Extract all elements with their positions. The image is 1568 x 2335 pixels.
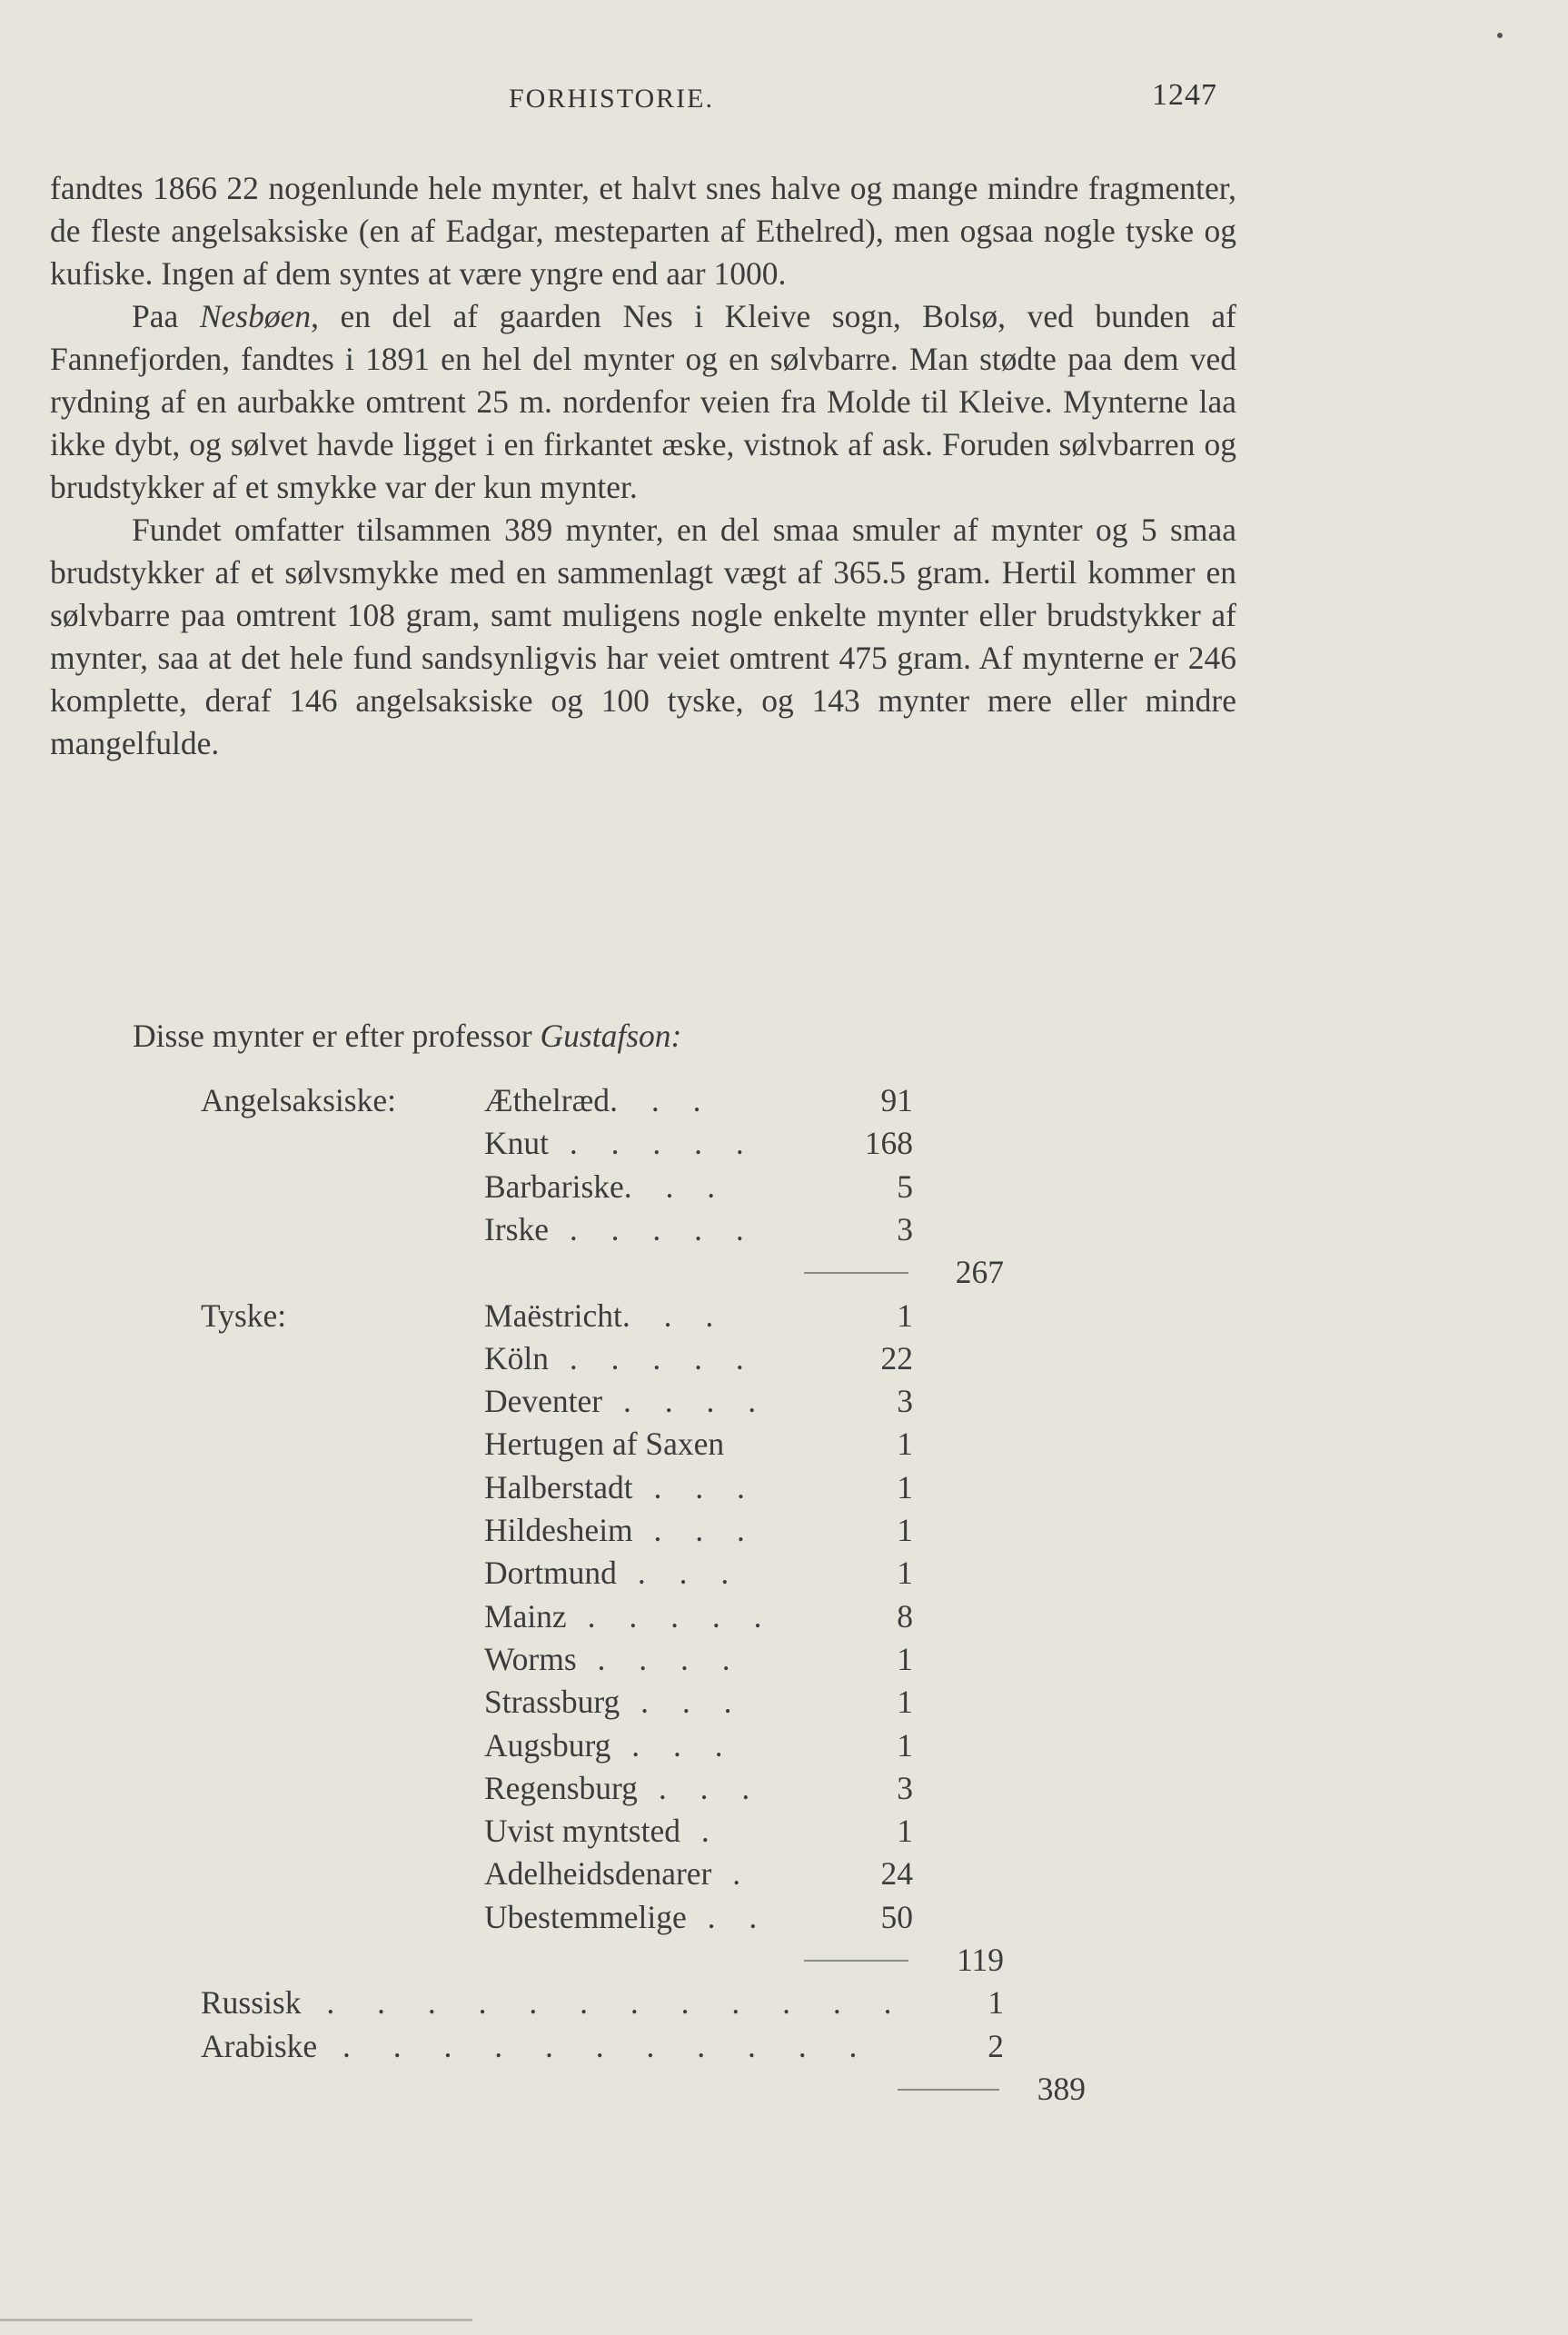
subtotal-anglo: 267 xyxy=(955,1254,1004,1291)
dot-leader: . . . . . xyxy=(548,1210,757,1247)
russian-label xyxy=(201,1982,982,2024)
paragraph-3: Fundet omfatter tilsammen 389 mynter, en del smaa smuler af mynter og 5 smaa brudstykker af et sølvsmykke med en sammenlagt vægt af 365.5 gram. Hertil kommer en sølvbarre paa omtrent 108 gram, samt muligens nogle enkelte mynter eller brudstykker af mynter, saa at det hele fund sandsynligvis har veiet omtrent 475 gram. Af mynterne er 246 komplette, deraf 146 angelsaksiske og 100 tyske, og 143 mynter mere eller mindre mangelfulde. xyxy=(50,512,1236,761)
table-intro xyxy=(133,1015,681,1058)
dot-leader: . . . . xyxy=(602,1383,769,1420)
coin-count: 1 xyxy=(897,1726,913,1764)
table-row xyxy=(0,1208,1181,1251)
coin-count: 3 xyxy=(897,1210,913,1247)
dot-leader: . . . xyxy=(621,1297,727,1334)
dot-leader: . . . . . xyxy=(549,1339,757,1376)
coin-name-text: Ubestemmelige xyxy=(484,1898,687,1935)
coin-name-text: Hildesheim xyxy=(484,1512,633,1548)
dot-leader: . . . xyxy=(610,1726,736,1764)
coin-count: 3 xyxy=(897,1383,913,1420)
coin-count: 91 xyxy=(880,1082,913,1118)
arabic-label xyxy=(201,2025,982,2068)
coin-name-text: Dortmund xyxy=(484,1555,617,1592)
arabic-label-text: Arabiske xyxy=(201,2027,318,2064)
coin-count: 1 xyxy=(897,1512,913,1548)
table-row xyxy=(0,1466,1181,1509)
coin-count: 1 xyxy=(897,1297,913,1334)
coin-count: 168 xyxy=(864,1125,913,1162)
subtotal-row xyxy=(0,2068,1181,2111)
subtotal-row xyxy=(0,1251,1181,1294)
coin-name-text: Adelheidsdenarer xyxy=(484,1855,712,1893)
dot-leader: . . . . xyxy=(576,1640,743,1677)
dot-leader: . . . . . xyxy=(549,1125,757,1162)
subtotal-row xyxy=(0,1939,1181,1982)
place-name-nesboen: Nesbøen xyxy=(199,298,312,334)
arabic-row xyxy=(0,2025,1181,2068)
table-row xyxy=(0,1681,1181,1724)
table-row xyxy=(0,1638,1181,1681)
coin-name-text: Deventer xyxy=(484,1383,603,1420)
coin-name-text: Köln xyxy=(484,1339,549,1376)
grand-total: 389 xyxy=(1037,2070,1086,2107)
dot-leader: . . . . . . . . . . . . xyxy=(301,1984,909,2022)
russian-row xyxy=(0,1982,1181,2024)
dot-leader: . . . xyxy=(610,1082,714,1118)
author-name: Gustafson: xyxy=(540,1018,682,1054)
coin-name-text: Æthelræd xyxy=(484,1082,610,1118)
dot-leader: . . . xyxy=(623,1168,729,1205)
coin-count: 50 xyxy=(880,1898,913,1935)
coin-name-text: Barbariske xyxy=(484,1168,624,1205)
coin-name-text: Regensburg xyxy=(484,1769,638,1806)
table-row xyxy=(0,1595,1181,1638)
dot-leader: . . . xyxy=(632,1468,758,1505)
table-row xyxy=(0,1122,1181,1165)
table-row xyxy=(0,1380,1181,1423)
coin-count: 1 xyxy=(897,1468,913,1505)
coin-name-text: Strassburg xyxy=(484,1684,620,1721)
table-row xyxy=(0,1337,1181,1380)
scan-edge-line xyxy=(0,2319,472,2321)
coin-name-text: Hertugen af Saxen xyxy=(484,1426,725,1463)
coin-count: 1 xyxy=(897,1426,913,1463)
dot-leader: . . . xyxy=(637,1769,763,1806)
coin-name-text: Uvist myntsted xyxy=(484,1813,680,1850)
coin-name-text: Halberstadt xyxy=(484,1468,633,1505)
paragraph-2-rest: , en del af gaarden Nes i Kleive sogn, Bolsø, ved bunden af Fannefjorden, fandtes i 1891 en hel del mynter og en sølvbarre. Man stødte paa dem ved rydning af en aurbakke omtrent 25 m. nordenfor veien fra Molde til Kleive. Mynterne laa ikke dybt, og sølvet havde ligget i en firkantet æske, vistnok af ask. Foruden sølvbarren og brudstykker af et smykke var der kun mynter. xyxy=(50,298,1236,505)
coin-count: 1 xyxy=(897,1640,913,1677)
dot-leader: . . . xyxy=(632,1512,758,1548)
ink-speck xyxy=(1497,33,1503,38)
group-label-anglo: Angelsaksiske: xyxy=(201,1082,396,1118)
paragraph-2 xyxy=(50,295,1236,509)
table-row xyxy=(0,1295,1181,1337)
coin-count: 22 xyxy=(880,1339,913,1376)
dot-leader: . . xyxy=(686,1898,770,1935)
coin-name-text: Irske xyxy=(484,1210,549,1247)
coin-name-text: Knut xyxy=(484,1125,549,1162)
russian-label-text: Russisk xyxy=(201,1984,302,2022)
table-row xyxy=(0,1079,1181,1122)
coin-name-text: Worms xyxy=(484,1640,577,1677)
coin-count: 3 xyxy=(897,1769,913,1806)
table-row xyxy=(0,1767,1181,1810)
coin-count: 24 xyxy=(880,1855,913,1893)
coin-count: 5 xyxy=(897,1168,913,1205)
table-row xyxy=(0,1853,1181,1895)
subtotal-german: 119 xyxy=(957,1942,1004,1978)
table-row xyxy=(0,1896,1181,1939)
coin-name-text: Mainz xyxy=(484,1597,567,1634)
paragraph-1: fandtes 1866 22 nogenlunde hele mynter, et halvt snes halve og mange mindre fragmenter, de fleste angelsaksiske (en af Eadgar, mesteparten af Ethelred), men ogsaa nogle tyske og kufiske. Ingen af dem syntes at være yngre end aar 1000. xyxy=(50,170,1236,292)
coin-count: 1 xyxy=(897,1555,913,1592)
table-intro-text: Disse mynter er efter professor xyxy=(133,1018,541,1054)
coin-count: 8 xyxy=(897,1597,913,1634)
dot-leader: . . . xyxy=(616,1555,742,1592)
coin-count: 1 xyxy=(897,1684,913,1721)
table-row xyxy=(0,1509,1181,1552)
body-text xyxy=(50,167,1236,765)
table-row xyxy=(0,1423,1181,1466)
paragraph-2-start: Paa xyxy=(132,298,200,334)
page-number: 1247 xyxy=(1152,78,1217,112)
running-title: FORHISTORIE. xyxy=(509,84,714,114)
table-row xyxy=(0,1552,1181,1595)
table-row xyxy=(0,1810,1181,1853)
table-row xyxy=(0,1724,1181,1767)
group-label-german: Tyske: xyxy=(201,1297,287,1334)
dot-leader: . . . . . xyxy=(566,1597,775,1634)
arabic-count: 2 xyxy=(987,2027,1004,2064)
coin-name-text: Augsburg xyxy=(484,1726,611,1764)
dot-leader: . . . xyxy=(620,1684,745,1721)
table-row xyxy=(0,1166,1181,1208)
dot-leader: . . . . . . . . . . . xyxy=(317,2027,875,2064)
dot-leader: . xyxy=(680,1813,722,1850)
russian-count: 1 xyxy=(987,1984,1004,2022)
coin-name-text: Maëstricht xyxy=(484,1297,622,1334)
coin-count: 1 xyxy=(897,1813,913,1850)
dot-leader: . xyxy=(711,1855,754,1893)
